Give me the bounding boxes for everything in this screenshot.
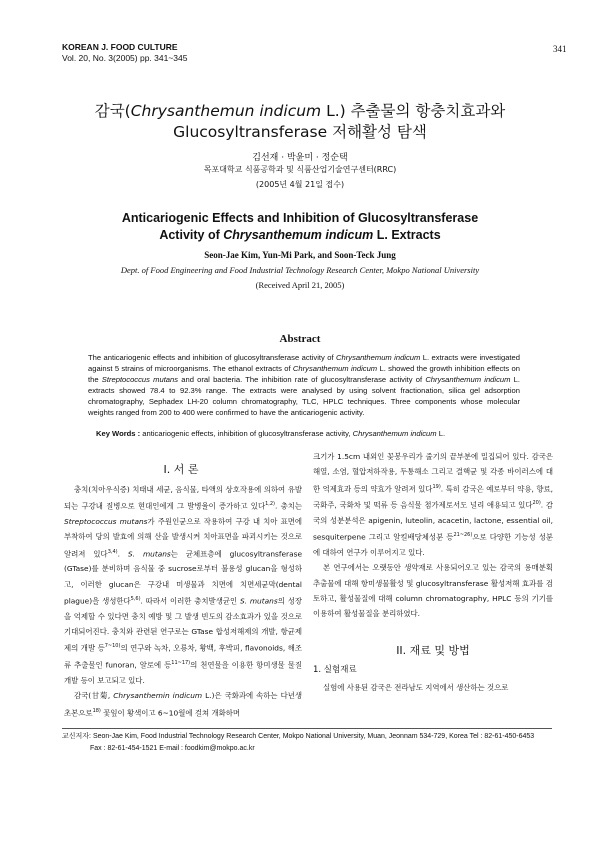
- left-column: [64, 482, 302, 720]
- section-methods-heading: II. 재료 및 방법: [396, 644, 470, 657]
- korean-affiliation: 목포대학교 식품공학과 및 식품산업기술연구센터(RRC): [203, 165, 397, 174]
- intro-paragraph-3: 크기가 1.5cm 내외인 꽃봉우리가 줄기의 끝부분에 밀집되어 있다. 감국은 해열, 소염, 혈압저하작용, 두통해소 그리고 결핵균 및 각종 바이러스에 대한 억제효과 등의 약효가 알려져 있다$^{19)}$. 특히 감국은 예로부터 약용, 향료, 국화주, 국화차 및 떡류 등 음식물 첨가제로서도 널리 애용되고 있다$^{20)}$. 감국의 성분분석은 apigenin, luteolin, acacetin, lactone, essential oil, sesquiterpene 그리고 알킬배당체성분 등$^{21\sim 26)}$으로 다양한 기능성 성분에 대하여 연구가 이루어지고 있다.: [313, 452, 553, 558]
- english-title-line1: Anticariogenic Effects and Inhibition of Glucosyltransferase: [121, 211, 479, 225]
- subsection-materials-heading: 1. 실험재료: [313, 665, 357, 675]
- corresponding-author-line2: Fax : 82-61-454-1521 E-mail : foodkim@mokpo.ac.kr: [90, 745, 255, 752]
- keywords: [96, 428, 526, 439]
- corresponding-author-line1: 교신저자: Seon-Jae Kim, Food Industrial Technology Research Center, Mokpo National University, Muan, Jeonnam 534-729, Korea Tel : 82-61-450-6453: [62, 733, 535, 740]
- english-affiliation: Dept. of Food Engineering and Food Industrial Technology Research Center, Mokpo National University: [120, 265, 480, 275]
- english-title-line2: Activity of Chrysanthemum indicum L. Extracts: [159, 228, 441, 242]
- materials-paragraph-1: 실험에 사용된 감국은 전라남도 지역에서 생산하는 것으로: [323, 683, 509, 692]
- english-received-date: (Received April 21, 2005): [255, 280, 345, 290]
- english-authors: Seon-Jae Kim, Yun-Mi Park, and Soon-Teck Jung: [204, 250, 396, 260]
- page-number: 341: [553, 44, 567, 54]
- intro-paragraph-1: 충치(치아우식증) 치태내 세균, 음식물, 타액의 상호작용에 의하여 유발되는 구강내 질병으로 현대인에게 그 발병율이 증가하고 있다$^{1,2)}$. 충치는 Streptococcus mutans가 주원인균으로 작용하여 구강 내 치아 표면에 부착하여 당의 발효에 의해 산을 발생시켜 치아표면을 파괴시키는 것으로 알려져 있다$^{3,4)}$. S. mutans는 균체표층에 glucosyltransferase (GTase)를 분비하며 음식물 중 sucrose로부터 불용성 glucan을 형성하고, 이러한 glucan은 구강내 미생물과 치면에 치면세균막(dental plague)을 생성한다$^{5,6)}$. 따라서 이러한 충치발생균인 S. mutans의 성장을 억제할 수 있다면 충치 예방 및 그 발생 빈도의 감소효과가 있을 것으로 기대되어진다. 충치와 관련된 연구로는 GTase 합성저해제의 개발, 항균제제의 개발 등$^{7\sim 10)}$의 연구와 녹차, 오룡차, 황백, 후박피, flavonoids, 해조류 추출물인 funoran, 알로에 등$^{11\sim 17)}$의 천연물을 이용한 항미생물 물질 개발 등이 보고되고 있다.: [64, 485, 302, 685]
- korean-authors: 김선재 · 박윤미 · 정순택: [252, 153, 348, 163]
- abstract-heading: Abstract: [279, 333, 321, 345]
- korean-title-line1: 감국(Chrysanthemun indicum L.) 추출물의 항충치효과와: [94, 102, 506, 120]
- abstract-body: The anticariogenic effects and inhibition of glucosyltransferase activity of Chrysanthemum indicum L. extracts were investigated against 5 strains of microorganisms. The ethanol extracts of Chrysanthemum indicum L. showed the growth inhibition effects on the Streptococcus mutans and oral bacteria. The inhibition rate of glucosyltransferase activity of Chrysanthemum indicum L. extracts showed 78.4 to 92.3% range. The extracts were analysed by using solvent fractionation, silica gel adsorption chromatography, Sephadex LH-20 column chromatography, TLC, HPLC techniques. Three components whose molecular weights ranged from 200 to 400 were confirmed to have the anticariogenic activity.: [88, 353, 521, 417]
- right-column: [313, 449, 553, 622]
- methods-paragraph: [313, 680, 553, 695]
- korean-received-date: (2005년 4월 21일 접수): [255, 180, 345, 189]
- keywords-label: Key Words :: [96, 429, 141, 438]
- korean-title-line2: Glucosyltransferase 저해활성 탐색: [173, 123, 427, 141]
- keywords-text: anticariogenic effects, inhibition of glucosyltransferase activity, Chrysanthemum indicum L.: [140, 429, 446, 438]
- journal-name: KOREAN J. FOOD CULTURE: [62, 42, 178, 52]
- intro-paragraph-4: 본 연구에서는 오랫동안 생약재로 사용되어오고 있는 감국의 용매분획추출물에 대해 항미생물활성 및 glucosyltransferase 활성저해 효과를 검토하고, 활성물질에 대해 column chromatography, HPLC 등의 기기를 이용하여 활성물질을 분리하였다.: [313, 563, 553, 619]
- section-introduction-heading: I. 서 론: [163, 463, 199, 476]
- journal-header: [62, 42, 187, 64]
- footnote-rule: [62, 728, 552, 729]
- intro-paragraph-2: 감국(甘菊, Chrysanthemin indicum L.)은 국화과에 속하는 다년생 초본으로$^{18)}$ 꽃잎이 황색이고 6~10월에 걸쳐 개화하며: [64, 691, 302, 717]
- journal-volume: Vol. 20, No. 3(2005) pp. 341~345: [62, 53, 188, 63]
